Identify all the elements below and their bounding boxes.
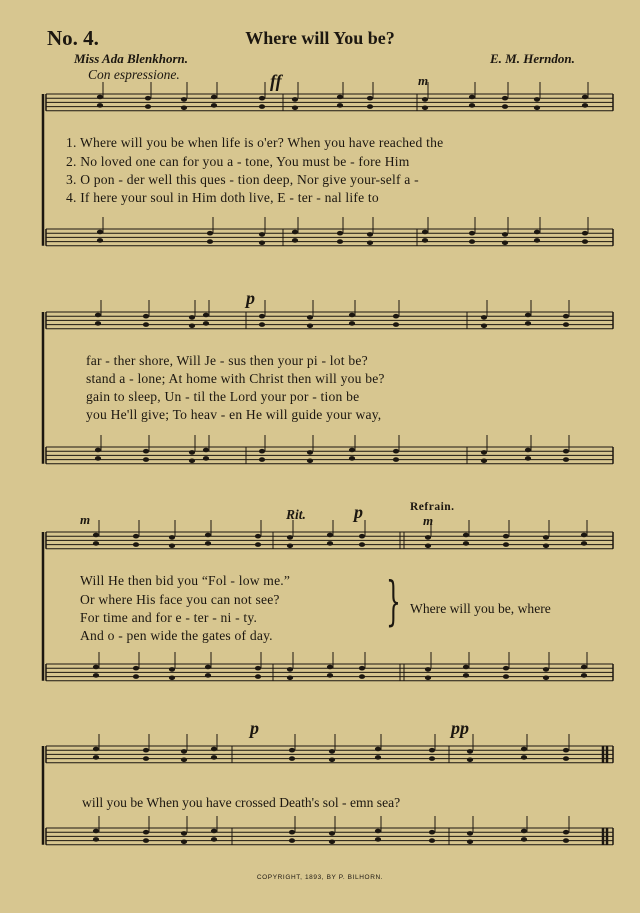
verse-1-line-3: Will He then bid you “Fol - low me.”	[80, 573, 291, 588]
note-head	[287, 544, 293, 549]
note-head	[463, 665, 469, 670]
verse-3-line-1: 3. O pon - der well this ques - tion deep, Nor give your-self a -	[66, 172, 419, 187]
verse-3-line-3: For time and for e - ter - ni - ty.	[80, 610, 258, 625]
note-head	[525, 321, 531, 326]
note-head	[292, 230, 298, 235]
note-head	[422, 106, 428, 111]
note-head	[95, 456, 101, 461]
note-head	[169, 535, 175, 540]
note-head	[503, 674, 509, 679]
note-head	[145, 104, 151, 109]
note-head	[169, 667, 175, 672]
note-head	[329, 758, 335, 763]
note-head	[329, 749, 335, 754]
note-head	[429, 838, 435, 843]
dynamic-m-2: m	[80, 512, 91, 527]
note-head	[97, 103, 103, 108]
note-head	[429, 748, 435, 753]
note-head	[563, 457, 569, 462]
note-head	[133, 542, 139, 547]
note-head	[503, 666, 509, 671]
note-head	[467, 840, 473, 845]
note-head	[259, 232, 265, 237]
note-head	[329, 831, 335, 836]
note-head	[97, 230, 103, 235]
note-head	[534, 238, 540, 243]
note-head	[307, 459, 313, 464]
note-head	[367, 96, 373, 101]
note-head	[581, 665, 587, 670]
note-head	[393, 322, 399, 327]
note-head	[93, 541, 99, 546]
note-head	[255, 674, 261, 679]
refrain-heading: Refrain.	[410, 501, 455, 513]
dynamic-p-1: p	[246, 288, 255, 308]
note-head	[563, 314, 569, 319]
note-head	[143, 457, 149, 462]
note-head	[422, 230, 428, 235]
note-head	[525, 313, 531, 318]
note-head	[189, 450, 195, 455]
note-head	[534, 230, 540, 235]
verse-3-line-2: gain to sleep, Un - til the Lord your por - tion be	[86, 389, 360, 404]
note-head	[211, 755, 217, 760]
dynamic-m-3: m	[423, 513, 434, 528]
note-head	[543, 667, 549, 672]
refrain-text-1: Where will you be, where	[410, 601, 551, 616]
note-head	[133, 674, 139, 679]
note-head	[255, 534, 261, 539]
note-head	[563, 322, 569, 327]
note-head	[289, 830, 295, 835]
dynamic-p-2: p	[354, 502, 363, 522]
note-head	[581, 533, 587, 538]
note-head	[211, 103, 217, 108]
note-head	[563, 756, 569, 761]
note-head	[367, 104, 373, 109]
note-head	[349, 448, 355, 453]
note-head	[205, 533, 211, 538]
note-head	[469, 231, 475, 236]
note-head	[203, 313, 209, 318]
note-head	[359, 534, 365, 539]
note-head	[367, 232, 373, 237]
note-head	[582, 239, 588, 244]
note-head	[93, 747, 99, 752]
note-head	[349, 321, 355, 326]
note-head	[287, 667, 293, 672]
note-head	[582, 231, 588, 236]
note-head	[502, 241, 508, 246]
note-head	[502, 96, 508, 101]
note-head	[255, 666, 261, 671]
note-head	[143, 748, 149, 753]
note-head	[93, 829, 99, 834]
note-head	[502, 232, 508, 237]
note-head	[481, 450, 487, 455]
note-head	[259, 322, 265, 327]
note-head	[469, 95, 475, 100]
note-head	[503, 534, 509, 539]
note-head	[207, 239, 213, 244]
note-head	[521, 829, 527, 834]
note-head	[205, 673, 211, 678]
note-head	[327, 673, 333, 678]
rit-marking: Rit.	[286, 507, 306, 522]
hymn-number: No. 4.	[47, 26, 99, 50]
note-head	[93, 665, 99, 670]
note-head	[259, 457, 265, 462]
note-head	[581, 673, 587, 678]
note-head	[93, 837, 99, 842]
dynamic-ff: ff	[270, 71, 282, 91]
note-head	[502, 104, 508, 109]
note-head	[259, 314, 265, 319]
note-head	[359, 666, 365, 671]
verse-2-line-1: 2. No loved one can for you a - tone, You must be - fore Him	[66, 154, 410, 169]
note-head	[292, 97, 298, 102]
note-head	[467, 758, 473, 763]
dynamic-pp: pp	[451, 718, 469, 738]
verse-brace: }	[386, 572, 401, 632]
note-head	[292, 238, 298, 243]
note-head	[203, 448, 209, 453]
note-head	[563, 838, 569, 843]
note-head	[337, 103, 343, 108]
verse-4-line-1: 4. If here your soul in Him doth live, E - ter - nal life to	[66, 190, 379, 205]
note-head	[207, 231, 213, 236]
composer-credit: E. M. Herndon.	[490, 51, 575, 66]
note-head	[133, 534, 139, 539]
note-head	[259, 449, 265, 454]
note-head	[259, 241, 265, 246]
note-head	[481, 324, 487, 329]
dynamic-m-1: m	[418, 73, 429, 88]
verse-4-line-3: And o - pen wide the gates of day.	[80, 628, 273, 643]
note-head	[143, 322, 149, 327]
note-head	[255, 542, 261, 547]
refrain-text-2: will you be When you have crossed Death's sol - emn sea?	[82, 795, 401, 810]
note-head	[481, 459, 487, 464]
note-head	[543, 535, 549, 540]
lyricist-credit: Miss Ada Blenkhorn.	[74, 51, 189, 66]
note-head	[375, 837, 381, 842]
verse-1-line-1: 1. Where will you be when life is o'er? When you have reached the	[66, 135, 444, 150]
note-head	[521, 755, 527, 760]
copyright-notice: COPYRIGHT, 1893, BY P. BILHORN.	[256, 874, 384, 881]
verse-1-line-2: far - ther shore, Will Je - sus then your pi - lot be?	[86, 353, 368, 368]
note-head	[189, 459, 195, 464]
note-head	[259, 104, 265, 109]
note-head	[169, 676, 175, 681]
note-head	[189, 324, 195, 329]
note-head	[95, 448, 101, 453]
note-head	[429, 756, 435, 761]
note-head	[429, 830, 435, 835]
note-head	[287, 535, 293, 540]
note-head	[349, 313, 355, 318]
note-head	[469, 239, 475, 244]
note-head	[422, 238, 428, 243]
note-head	[422, 97, 428, 102]
note-head	[525, 448, 531, 453]
note-head	[463, 533, 469, 538]
note-head	[143, 449, 149, 454]
note-head	[425, 667, 431, 672]
note-head	[143, 830, 149, 835]
note-head	[534, 97, 540, 102]
note-head	[329, 840, 335, 845]
note-head	[393, 457, 399, 462]
note-head	[211, 829, 217, 834]
note-head	[95, 321, 101, 326]
note-head	[289, 748, 295, 753]
note-head	[463, 541, 469, 546]
tempo-marking: Con espressione.	[88, 67, 180, 82]
note-head	[375, 829, 381, 834]
note-head	[259, 96, 265, 101]
note-head	[359, 674, 365, 679]
note-head	[181, 97, 187, 102]
note-head	[563, 830, 569, 835]
note-head	[289, 756, 295, 761]
note-head	[481, 315, 487, 320]
note-head	[581, 541, 587, 546]
note-head	[97, 95, 103, 100]
note-head	[521, 747, 527, 752]
note-head	[425, 676, 431, 681]
note-head	[181, 840, 187, 845]
note-head	[143, 838, 149, 843]
note-head	[327, 533, 333, 538]
note-head	[169, 544, 175, 549]
note-head	[93, 533, 99, 538]
note-head	[467, 749, 473, 754]
note-head	[543, 676, 549, 681]
note-head	[375, 755, 381, 760]
note-head	[143, 756, 149, 761]
note-head	[327, 541, 333, 546]
note-head	[289, 838, 295, 843]
note-head	[203, 456, 209, 461]
note-head	[563, 748, 569, 753]
note-head	[307, 450, 313, 455]
note-head	[327, 665, 333, 670]
note-head	[211, 747, 217, 752]
note-head	[181, 106, 187, 111]
note-head	[521, 837, 527, 842]
note-head	[563, 449, 569, 454]
note-head	[503, 542, 509, 547]
note-head	[463, 673, 469, 678]
note-head	[525, 456, 531, 461]
note-head	[211, 95, 217, 100]
note-head	[189, 315, 195, 320]
note-head	[287, 676, 293, 681]
note-head	[181, 831, 187, 836]
note-head	[205, 665, 211, 670]
note-head	[425, 535, 431, 540]
note-head	[375, 747, 381, 752]
note-head	[349, 456, 355, 461]
note-head	[469, 103, 475, 108]
note-head	[133, 666, 139, 671]
note-head	[307, 324, 313, 329]
note-head	[393, 314, 399, 319]
note-head	[337, 231, 343, 236]
note-head	[97, 238, 103, 243]
note-head	[534, 106, 540, 111]
note-head	[211, 837, 217, 842]
dynamic-p-3: p	[250, 718, 259, 738]
note-head	[292, 106, 298, 111]
note-head	[359, 542, 365, 547]
note-head	[543, 544, 549, 549]
note-head	[393, 449, 399, 454]
note-head	[307, 315, 313, 320]
note-head	[337, 239, 343, 244]
note-head	[93, 673, 99, 678]
note-head	[145, 96, 151, 101]
verse-2-line-2: stand a - lone; At home with Christ then will you be?	[86, 371, 385, 386]
note-head	[181, 758, 187, 763]
note-head	[95, 313, 101, 318]
note-head	[425, 544, 431, 549]
note-head	[203, 321, 209, 326]
note-head	[93, 755, 99, 760]
note-head	[467, 831, 473, 836]
hymn-title: Where will You be?	[245, 28, 395, 48]
note-head	[181, 749, 187, 754]
note-head	[367, 241, 373, 246]
note-head	[582, 95, 588, 100]
note-head	[205, 541, 211, 546]
verse-4-line-2: you He'll give; To heav - en He will guide your way,	[86, 407, 382, 422]
verse-2-line-3: Or where His face you can not see?	[80, 592, 280, 607]
note-head	[143, 314, 149, 319]
note-head	[337, 95, 343, 100]
note-head	[582, 103, 588, 108]
